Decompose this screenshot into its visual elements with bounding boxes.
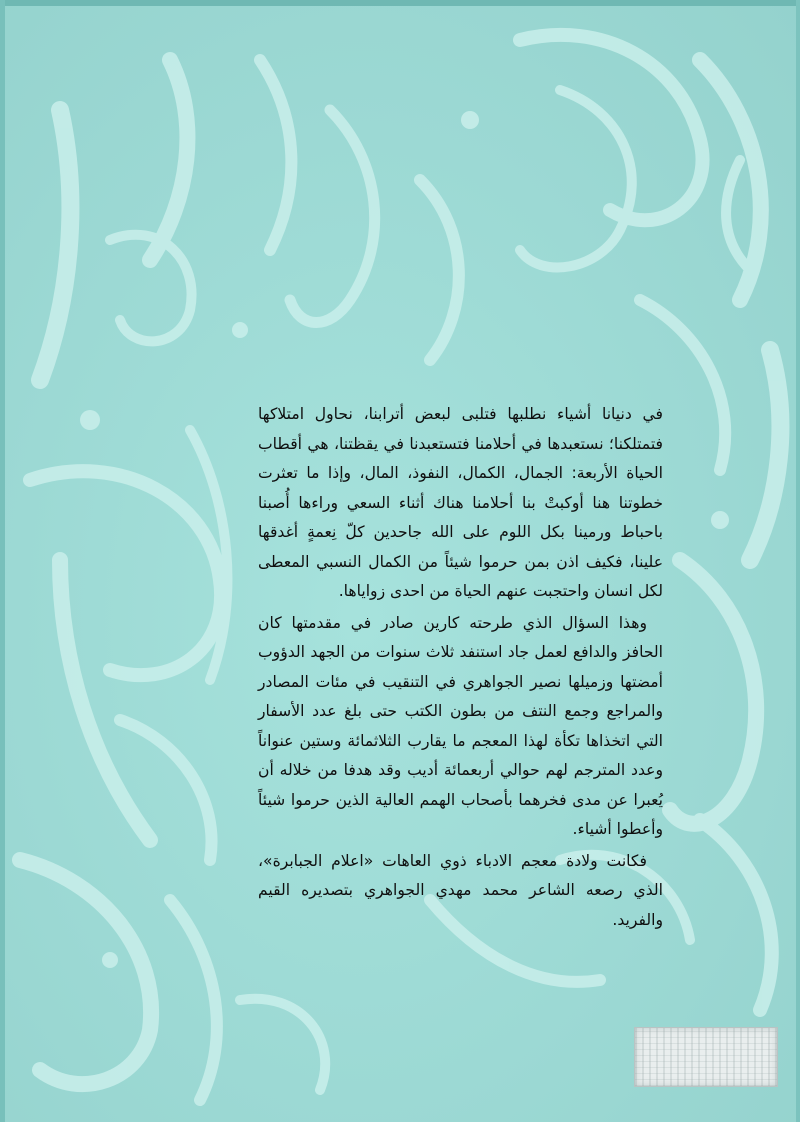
calligraphy-stroke	[670, 560, 756, 824]
torn-label-patch	[634, 1027, 778, 1087]
calligraphy-stroke	[700, 820, 772, 1010]
calligraphy-stroke	[260, 60, 291, 250]
calligraphy-dot	[232, 322, 248, 338]
calligraphy-stroke	[120, 720, 212, 860]
calligraphy-stroke	[290, 110, 375, 323]
calligraphy-dot	[461, 111, 479, 129]
calligraphy-stroke	[420, 180, 459, 360]
calligraphy-stroke	[520, 90, 632, 267]
calligraphy-dot	[711, 511, 729, 529]
calligraphy-stroke	[150, 60, 187, 260]
calligraphy-stroke	[20, 860, 151, 1084]
blurb-paragraph-3: فكانت ولادة معجم الادباء ذوي العاهات «اعلام الجبابرة»، الذي رصعه الشاعر محمد مهدي الجواهري بتصديره القيم والفريد.	[258, 851, 663, 929]
calligraphy-stroke	[750, 350, 780, 560]
calligraphy-dot	[102, 952, 118, 968]
blurb-paragraph-2: وهذا السؤال الذي طرحته كارين صادر في مقدمتها كان الحافز والدافع لعمل جاد استنفد ثلاث سنوات من الجهد الدؤوب أمضتها وزميلها نصير الجواهري في التنقيب في مئات المصادر والمراجع وجمع النتف من بطون الكتب حتى بلغ عدد الأسفار التي اتخذاها تكأة لهذا المعجم ما يقارب الثلاثمائة وستين عنواناً وعدد المترجم لهم حوالي أربعمائة أديب وقد هدفا من خلاله أن يُعبرا عن مدى فخرهما بأصحاب الهمم العالية الذين حرموا شيئاً وأعطوا أشياء.	[258, 613, 663, 838]
calligraphy-stroke	[60, 560, 150, 840]
calligraphy-stroke	[726, 160, 750, 270]
calligraphy-dot	[80, 410, 100, 430]
back-cover-blurb	[258, 400, 663, 935]
blurb-paragraph-1: في دنيانا أشياء نطلبها فتلبى لبعض أترابنا، نحاول امتلاكها فتمتلكنا؛ نستعبدها في أحلامنا فتستعبدنا في يقظتنا، هي أقطاب الحياة الأربعة: الجمال، الكمال، النفوذ، المال، وإذا ما تعثرت خطوتنا هنا أوكبتْ بنا أحلامنا هناك أثناء السعي وراءها أُصبنا باحباط ورمينا بكل اللوم على الله جاحدين كلّ نِعمةٍ أغدقها علينا، فكيف اذن بمن حرموا شيئاً من الكمال النسبي المعطى لكل انسان واحتجبت عنهم الحياة من احدى زواياها.	[258, 405, 663, 600]
calligraphy-stroke	[40, 110, 70, 380]
calligraphy-stroke	[240, 999, 325, 1090]
calligraphy-stroke	[170, 900, 217, 1100]
